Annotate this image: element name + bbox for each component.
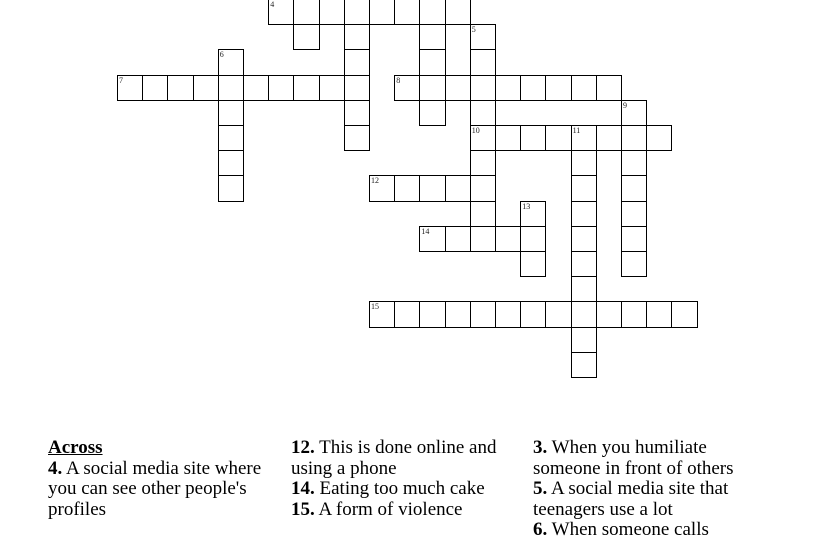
grid-cell[interactable]: [218, 150, 244, 176]
cell-number: 12: [371, 176, 379, 186]
grid-cell[interactable]: [520, 226, 546, 252]
grid-cell[interactable]: [167, 75, 193, 101]
grid-cell[interactable]: [344, 0, 370, 25]
cell-number: 15: [371, 302, 379, 312]
grid-cell[interactable]: [445, 0, 471, 25]
clues-column-2: [291, 438, 526, 520]
grid-cell[interactable]: [419, 24, 445, 50]
grid-cell[interactable]: [596, 301, 622, 327]
grid-cell[interactable]: [671, 301, 697, 327]
grid-cell[interactable]: [571, 175, 597, 201]
cell-number: 7: [119, 75, 123, 85]
grid-cell[interactable]: [545, 75, 571, 101]
grid-cell[interactable]: [470, 24, 496, 50]
grid-cell[interactable]: [470, 49, 496, 75]
cell-number: 10: [471, 126, 480, 135]
grid-cell[interactable]: [369, 0, 395, 25]
grid-cell[interactable]: [243, 75, 269, 101]
grid-cell[interactable]: [470, 125, 496, 151]
clue-text: When you humiliate someone in front of others: [533, 437, 734, 479]
clue-text: Eating too much cake: [314, 478, 485, 499]
grid-cell[interactable]: [571, 327, 597, 353]
grid-cell[interactable]: [369, 301, 395, 327]
clue-down-5: [533, 479, 773, 520]
grid-cell[interactable]: [117, 75, 143, 101]
grid-cell[interactable]: [571, 125, 597, 151]
grid-cell[interactable]: [571, 75, 597, 101]
grid-cell[interactable]: [344, 100, 370, 126]
clue-across-15: [291, 500, 526, 521]
grid-cell[interactable]: [419, 175, 445, 201]
grid-cell[interactable]: [394, 301, 420, 327]
grid-cell[interactable]: [344, 125, 370, 151]
clue-number: 14.: [291, 478, 315, 499]
grid-cell[interactable]: [621, 251, 647, 277]
clue-down-3: [533, 438, 773, 479]
grid-cell[interactable]: [646, 301, 672, 327]
grid-cell[interactable]: [419, 226, 445, 252]
grid-cell[interactable]: [419, 301, 445, 327]
grid-cell[interactable]: [470, 75, 496, 101]
cell-number: 11: [572, 126, 581, 135]
grid-cell[interactable]: [293, 0, 319, 25]
clue-number: 15.: [291, 498, 315, 520]
clues-column-1: [48, 438, 283, 520]
grid-cell[interactable]: [344, 49, 370, 75]
clue-text: When someone calls: [547, 519, 709, 540]
grid-cell[interactable]: [596, 125, 622, 151]
grid-cell[interactable]: [419, 100, 445, 126]
grid-cell[interactable]: [571, 150, 597, 176]
grid-cell[interactable]: [621, 175, 647, 201]
grid-cell[interactable]: [621, 201, 647, 227]
grid-cell[interactable]: [495, 226, 521, 252]
cell-number: 4: [270, 0, 275, 9]
grid-cell[interactable]: [445, 301, 471, 327]
grid-cell[interactable]: [520, 251, 546, 277]
grid-cell[interactable]: [470, 100, 496, 126]
grid-cell[interactable]: [621, 100, 647, 126]
grid-cell[interactable]: [470, 226, 496, 252]
grid-cell[interactable]: [621, 150, 647, 176]
clue-text: A social media site where you can see other people's profiles: [48, 457, 262, 520]
grid-cell[interactable]: [394, 0, 420, 25]
clue-down-6: [533, 520, 773, 541]
clue-across-4: [48, 459, 283, 521]
clue-number: 4.: [48, 457, 63, 479]
cell-number: 6: [219, 50, 224, 60]
grid-cell[interactable]: [344, 24, 370, 50]
grid-cell[interactable]: [419, 0, 445, 25]
grid-cell[interactable]: [621, 301, 647, 327]
grid-cell[interactable]: [596, 75, 622, 101]
clue-number: 12.: [291, 437, 315, 458]
grid-cell[interactable]: [445, 226, 471, 252]
grid-cell[interactable]: [470, 301, 496, 327]
grid-cell[interactable]: [218, 49, 244, 75]
grid-cell[interactable]: [293, 24, 319, 50]
grid-cell[interactable]: [571, 352, 597, 378]
grid-cell[interactable]: [268, 75, 294, 101]
cell-number: 5: [471, 25, 476, 35]
grid-cell[interactable]: [571, 226, 597, 252]
grid-cell[interactable]: [268, 0, 294, 25]
clue-text: This is done online and using a phone: [291, 437, 497, 479]
clue-across-12: [291, 438, 526, 479]
grid-cell[interactable]: [571, 276, 597, 302]
grid-cell[interactable]: [520, 201, 546, 227]
grid-cell[interactable]: [193, 75, 219, 101]
grid-cell[interactable]: [470, 175, 496, 201]
grid-cell[interactable]: [470, 150, 496, 176]
clue-across-14: [291, 479, 526, 500]
cell-number: 14: [421, 226, 430, 236]
cell-number: 8: [396, 75, 401, 85]
grid-cell[interactable]: [495, 301, 521, 327]
clue-number: 3.: [533, 437, 548, 458]
grid-cell[interactable]: [319, 75, 345, 101]
grid-cell[interactable]: [520, 125, 546, 151]
grid-cell[interactable]: [545, 301, 571, 327]
grid-cell[interactable]: [394, 175, 420, 201]
clue-number: 6.: [533, 519, 548, 540]
grid-cell[interactable]: [571, 301, 597, 327]
grid-cell[interactable]: [571, 251, 597, 277]
grid-cell[interactable]: [520, 301, 546, 327]
grid-cell[interactable]: [621, 226, 647, 252]
grid-cell[interactable]: [293, 75, 319, 101]
across-heading: Across: [48, 437, 103, 458]
grid-cell[interactable]: [344, 75, 370, 101]
grid-cell[interactable]: [495, 75, 521, 101]
grid-cell[interactable]: [218, 100, 244, 126]
grid-cell[interactable]: [520, 75, 546, 101]
cell-number: 13: [522, 201, 531, 211]
grid-cell[interactable]: [495, 125, 521, 151]
grid-cell[interactable]: [545, 125, 571, 151]
grid-cell[interactable]: [621, 125, 647, 151]
grid-cell[interactable]: [646, 125, 672, 151]
grid-cell[interactable]: [445, 175, 471, 201]
grid-cell[interactable]: [394, 75, 420, 101]
grid-cell[interactable]: [369, 175, 395, 201]
grid-cell[interactable]: [218, 175, 244, 201]
grid-cell[interactable]: [319, 0, 345, 25]
clue-number: 5.: [533, 478, 548, 499]
grid-cell[interactable]: [419, 75, 445, 101]
grid-cell[interactable]: [445, 75, 471, 101]
grid-cell[interactable]: [218, 75, 244, 101]
cell-number: 9: [623, 100, 627, 110]
clue-text: A social media site that teenagers use a lot: [533, 478, 729, 520]
grid-cell[interactable]: [142, 75, 168, 101]
clues-column-3: [533, 438, 773, 541]
grid-cell[interactable]: [218, 125, 244, 151]
grid-cell[interactable]: [571, 201, 597, 227]
grid-cell[interactable]: [419, 49, 445, 75]
clue-text: A form of violence: [314, 498, 463, 520]
grid-cell[interactable]: [470, 201, 496, 227]
